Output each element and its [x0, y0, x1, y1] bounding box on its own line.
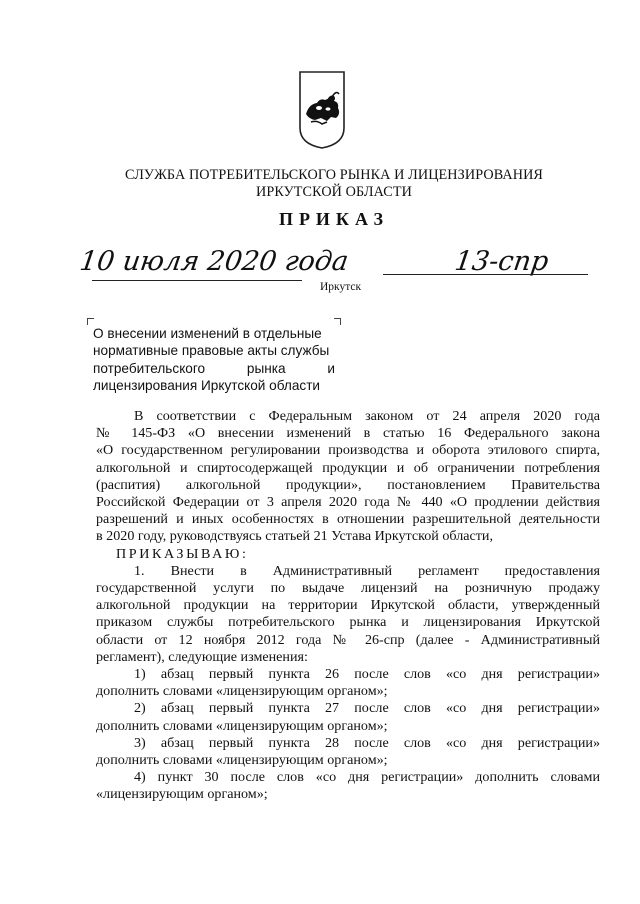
body-line: дополнить словами «лицензирующим органом»;: [96, 717, 388, 734]
body-line: «О государственном регулировании производства и оборота этилового спирта,: [96, 442, 600, 459]
date-underline: [92, 280, 302, 281]
subject-corner-left: [87, 318, 94, 325]
body-line: В соответствии с Федеральным законом от 24 апреля 2020 года: [134, 408, 600, 424]
body-line: государственной услуги по выдаче лицензий на розничную продажу: [96, 580, 600, 597]
body-line: в 2020 году, руководствуясь статьей 21 Устава Иркутской области,: [96, 528, 494, 545]
handwritten-date: 10 июля 2020 года: [77, 246, 351, 277]
document-body: [96, 408, 600, 804]
body-line: дополнить словами «лицензирующим органом»;: [96, 683, 388, 700]
document-title: ПРИКАЗ: [278, 209, 390, 229]
body-line: 1) абзац первый пункта 26 после слов «со дня регистрации»: [134, 666, 600, 683]
subject-line: О внесении изменений в отдельные: [93, 326, 322, 341]
document-subject: [93, 325, 335, 394]
body-line: алкогольной и спиртосодержащей продукции и об ограничении потребления: [96, 459, 600, 476]
subject-line: лицензирования Иркутской области: [93, 377, 321, 393]
body-line: приказом службы потребительского рынка и лицензирования Иркутской: [96, 614, 600, 631]
body-line: области от 12 ноября 2012 года № 26-спр (далее - Административный: [96, 631, 600, 648]
body-line: 4) пункт 30 после слов «со дня регистрации» дополнить словами: [134, 769, 600, 786]
subject-line: потребительского рынка и: [93, 360, 335, 376]
body-line: «лицензирующим органом»;: [96, 786, 268, 803]
body-line: дополнить словами «лицензирующим органом»;: [96, 752, 388, 769]
body-line: алкогольной продукции на территории Иркутской области, утвержденный: [96, 597, 600, 614]
subject-corner-right: [334, 318, 341, 325]
body-line: 2) абзац первый пункта 27 после слов «со дня регистрации»: [134, 700, 600, 717]
body-line: 3) абзац первый пункта 28 после слов «со дня регистрации»: [134, 734, 600, 751]
body-line: Российской Федерации от 3 апреля 2020 года № 440 «О продлении действия: [96, 494, 600, 511]
number-underline: [383, 274, 588, 275]
handwritten-number: 13-спр: [452, 246, 551, 277]
order-directive: ПРИКАЗЫВАЮ:: [116, 545, 249, 562]
irkutsk-coat-of-arms-emblem: [297, 70, 347, 150]
body-line: регламент), следующие изменения:: [96, 648, 308, 665]
city-label: Иркутск: [320, 281, 362, 293]
subject-line: нормативные правовые акты службы: [93, 343, 330, 359]
organization-name: СЛУЖБА ПОТРЕБИТЕЛЬСКОГО РЫНКА И ЛИЦЕНЗИРОВАНИЯ: [125, 167, 543, 183]
organization-region: ИРКУТСКОЙ ОБЛАСТИ: [256, 184, 412, 200]
body-line: № 145-ФЗ «О внесении изменений в статью 16 Федерального закона: [96, 425, 600, 442]
body-line: 1. Внести в Административный регламент предоставления: [134, 562, 600, 579]
body-line: (распития) алкогольной продукции», постановлением Правительства: [96, 476, 600, 493]
body-line: разрешений и иных особенностях в отношении разрешительной деятельности: [96, 511, 600, 528]
